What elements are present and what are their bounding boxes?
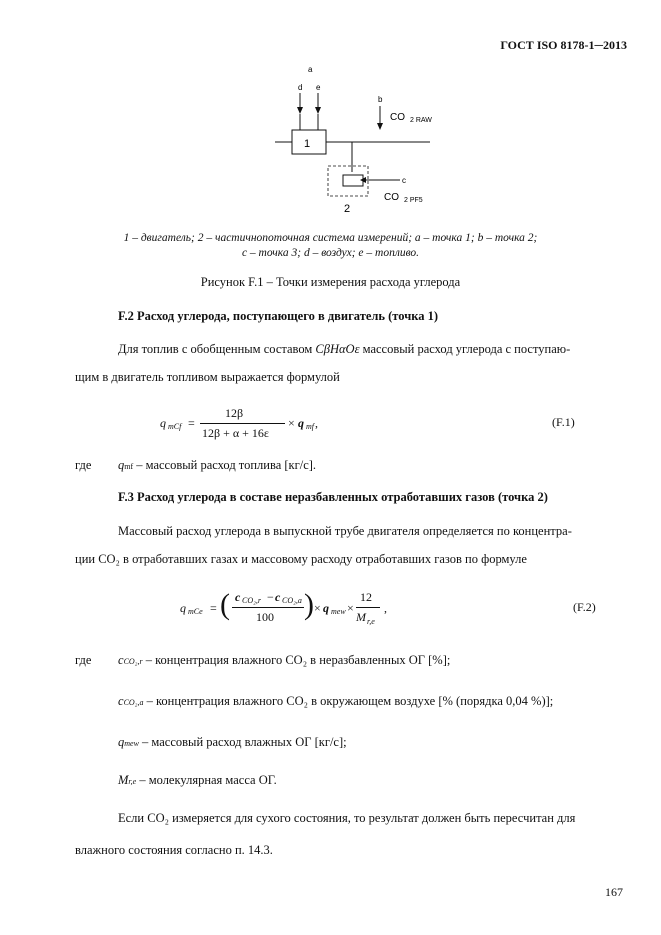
label-e: e xyxy=(316,83,321,92)
eq2-close-paren: ) xyxy=(304,588,314,621)
co2-raw-label: CO xyxy=(390,112,405,123)
arrow-e-head xyxy=(315,107,321,114)
carbon-flow-diagram xyxy=(270,60,450,220)
eq1-rhs-sub: mf xyxy=(306,422,314,431)
eq1-lhs-sub: mCf xyxy=(168,422,182,431)
def-subscript: CO₂,a xyxy=(123,698,144,707)
eq2-c1: c xyxy=(235,590,241,604)
co2-pfs-label: CO xyxy=(384,192,399,203)
eq2-fraction-bar xyxy=(232,607,304,608)
eq2-frac2-bar xyxy=(356,607,380,608)
eq2-q: q xyxy=(323,601,329,615)
eq1-comma: , xyxy=(315,416,318,430)
eq2-times: × xyxy=(314,601,321,615)
def-text: – молекулярная масса ОГ. xyxy=(139,773,277,787)
definition-item xyxy=(118,773,277,788)
eq1-lhs: q xyxy=(160,416,166,430)
pfs-label: 2 xyxy=(344,203,351,215)
where-f1-def xyxy=(118,458,316,473)
co2-pfs-sub: 2 PF5 xyxy=(404,197,423,204)
eq1-times: × xyxy=(288,416,295,430)
engine-label: 1 xyxy=(304,138,311,150)
def-symbol: c xyxy=(118,653,124,667)
where-f1 xyxy=(75,458,91,473)
definition-item xyxy=(118,694,553,709)
where-f1-sub: mf xyxy=(124,462,134,471)
def-symbol: c xyxy=(118,694,124,708)
paragraph-f2-text-a: Для топлив с обобщенным составом xyxy=(118,342,313,356)
eq2-lhs: q xyxy=(180,601,186,615)
label-d: d xyxy=(298,83,303,92)
where-f2-label: где xyxy=(75,653,92,667)
pfs-box xyxy=(343,175,363,186)
paragraph-f3-line1: Массовый расход углерода в выпускной трубе двигателя определяется по концентра- xyxy=(118,524,572,538)
figure-title: Рисунок F.1 ‒ Точки измерения расхода углерода xyxy=(200,275,461,289)
page-number: 167 xyxy=(605,885,623,899)
def-symbol: M xyxy=(118,773,129,787)
definition-item xyxy=(118,653,450,668)
figure-legend xyxy=(0,231,661,261)
eq2-frac2-num: 12 xyxy=(360,590,372,604)
where-f1-label: где xyxy=(75,458,92,472)
eq1-equals: = xyxy=(188,416,195,430)
eq2-c2: c xyxy=(275,590,281,604)
figure-legend-line1: 1 – двигатель; 2 – частичнопоточная система измерений; a – точка 1; b – точка 2; xyxy=(123,232,538,244)
eq2-q-sub: mew xyxy=(331,607,346,616)
eq2-c2-sub: CO₂,a xyxy=(282,596,302,605)
section-heading-f2: F.2 Расход углерода, поступающего в двигатель (точка 1) xyxy=(118,309,439,323)
paragraph-f2-text-b: массовый расход углерода с поступаю- xyxy=(362,342,571,356)
equation-f2 xyxy=(180,588,400,628)
final-paragraph-line1: Если CO₂ измеряется для сухого состояния, то результат должен быть пересчитан для xyxy=(118,811,576,825)
figure-legend-line2: c – точка 3; d – воздух; e – топливо. xyxy=(241,247,420,259)
final-paragraph-line2: влажного состояния согласно п. 14.3. xyxy=(75,843,273,857)
def-subscript: mew xyxy=(124,739,139,748)
label-b: b xyxy=(378,95,383,104)
def-symbol: q xyxy=(118,735,125,749)
def-subscript: r,e xyxy=(128,777,137,786)
fuel-formula: CβHαOε xyxy=(315,342,360,356)
eq1-denominator: 12β + α + 16ε xyxy=(202,426,269,440)
eq2-minus: − xyxy=(267,590,274,604)
equation-f2-number: (F.2) xyxy=(573,600,596,614)
eq1-rhs: q xyxy=(298,416,304,430)
section-heading-f3: F.3 Расход углерода в составе неразбавленных отработавших газов (точка 2) xyxy=(118,490,548,504)
def-text: – массовый расход влажных ОГ [кг/с]; xyxy=(142,735,347,749)
eq2-open-paren: ( xyxy=(220,588,230,621)
paragraph-f3-line2: ции CO₂ в отработавших газах и массовому расходу отработавших газов по формуле xyxy=(75,552,527,566)
eq2-frac2-den-sub: r,e xyxy=(367,617,375,626)
def-text: – концентрация влажного CO₂ в неразбавленных ОГ [%]; xyxy=(145,653,451,667)
equation-f1-number: (F.1) xyxy=(552,415,575,429)
paragraph-f2-line2: щим в двигатель топливом выражается формулой xyxy=(75,370,340,384)
where-f1-text: – массовый расход топлива [кг/с]. xyxy=(136,458,317,472)
label-c: c xyxy=(402,176,406,185)
arrow-b-head xyxy=(377,123,383,130)
eq2-denominator: 100 xyxy=(256,610,274,624)
eq2-comma: , xyxy=(384,601,387,615)
definition-item xyxy=(118,735,347,750)
label-a: a xyxy=(308,65,313,74)
def-text: – концентрация влажного CO₂ в окружающем воздухе [% (порядка 0,04 %)]; xyxy=(146,694,554,708)
document-header: ГОСТ ISO 8178-1─2013 xyxy=(500,38,627,52)
arrow-d-head xyxy=(297,107,303,114)
co2-raw-sub: 2 RAW xyxy=(410,117,432,124)
eq2-c1-sub: CO₂,r xyxy=(242,596,262,605)
eq2-times2: × xyxy=(347,601,354,615)
eq2-frac2-den: M xyxy=(356,610,366,624)
paragraph-f2-line1 xyxy=(118,342,570,357)
def-subscript: CO₂,r xyxy=(123,657,143,666)
eq1-numerator: 12β xyxy=(225,406,244,420)
eq2-lhs-sub: mCe xyxy=(188,607,203,616)
where-f1-sym: q xyxy=(118,458,125,472)
eq1-fraction-bar xyxy=(200,423,285,424)
eq2-equals: = xyxy=(210,601,217,615)
